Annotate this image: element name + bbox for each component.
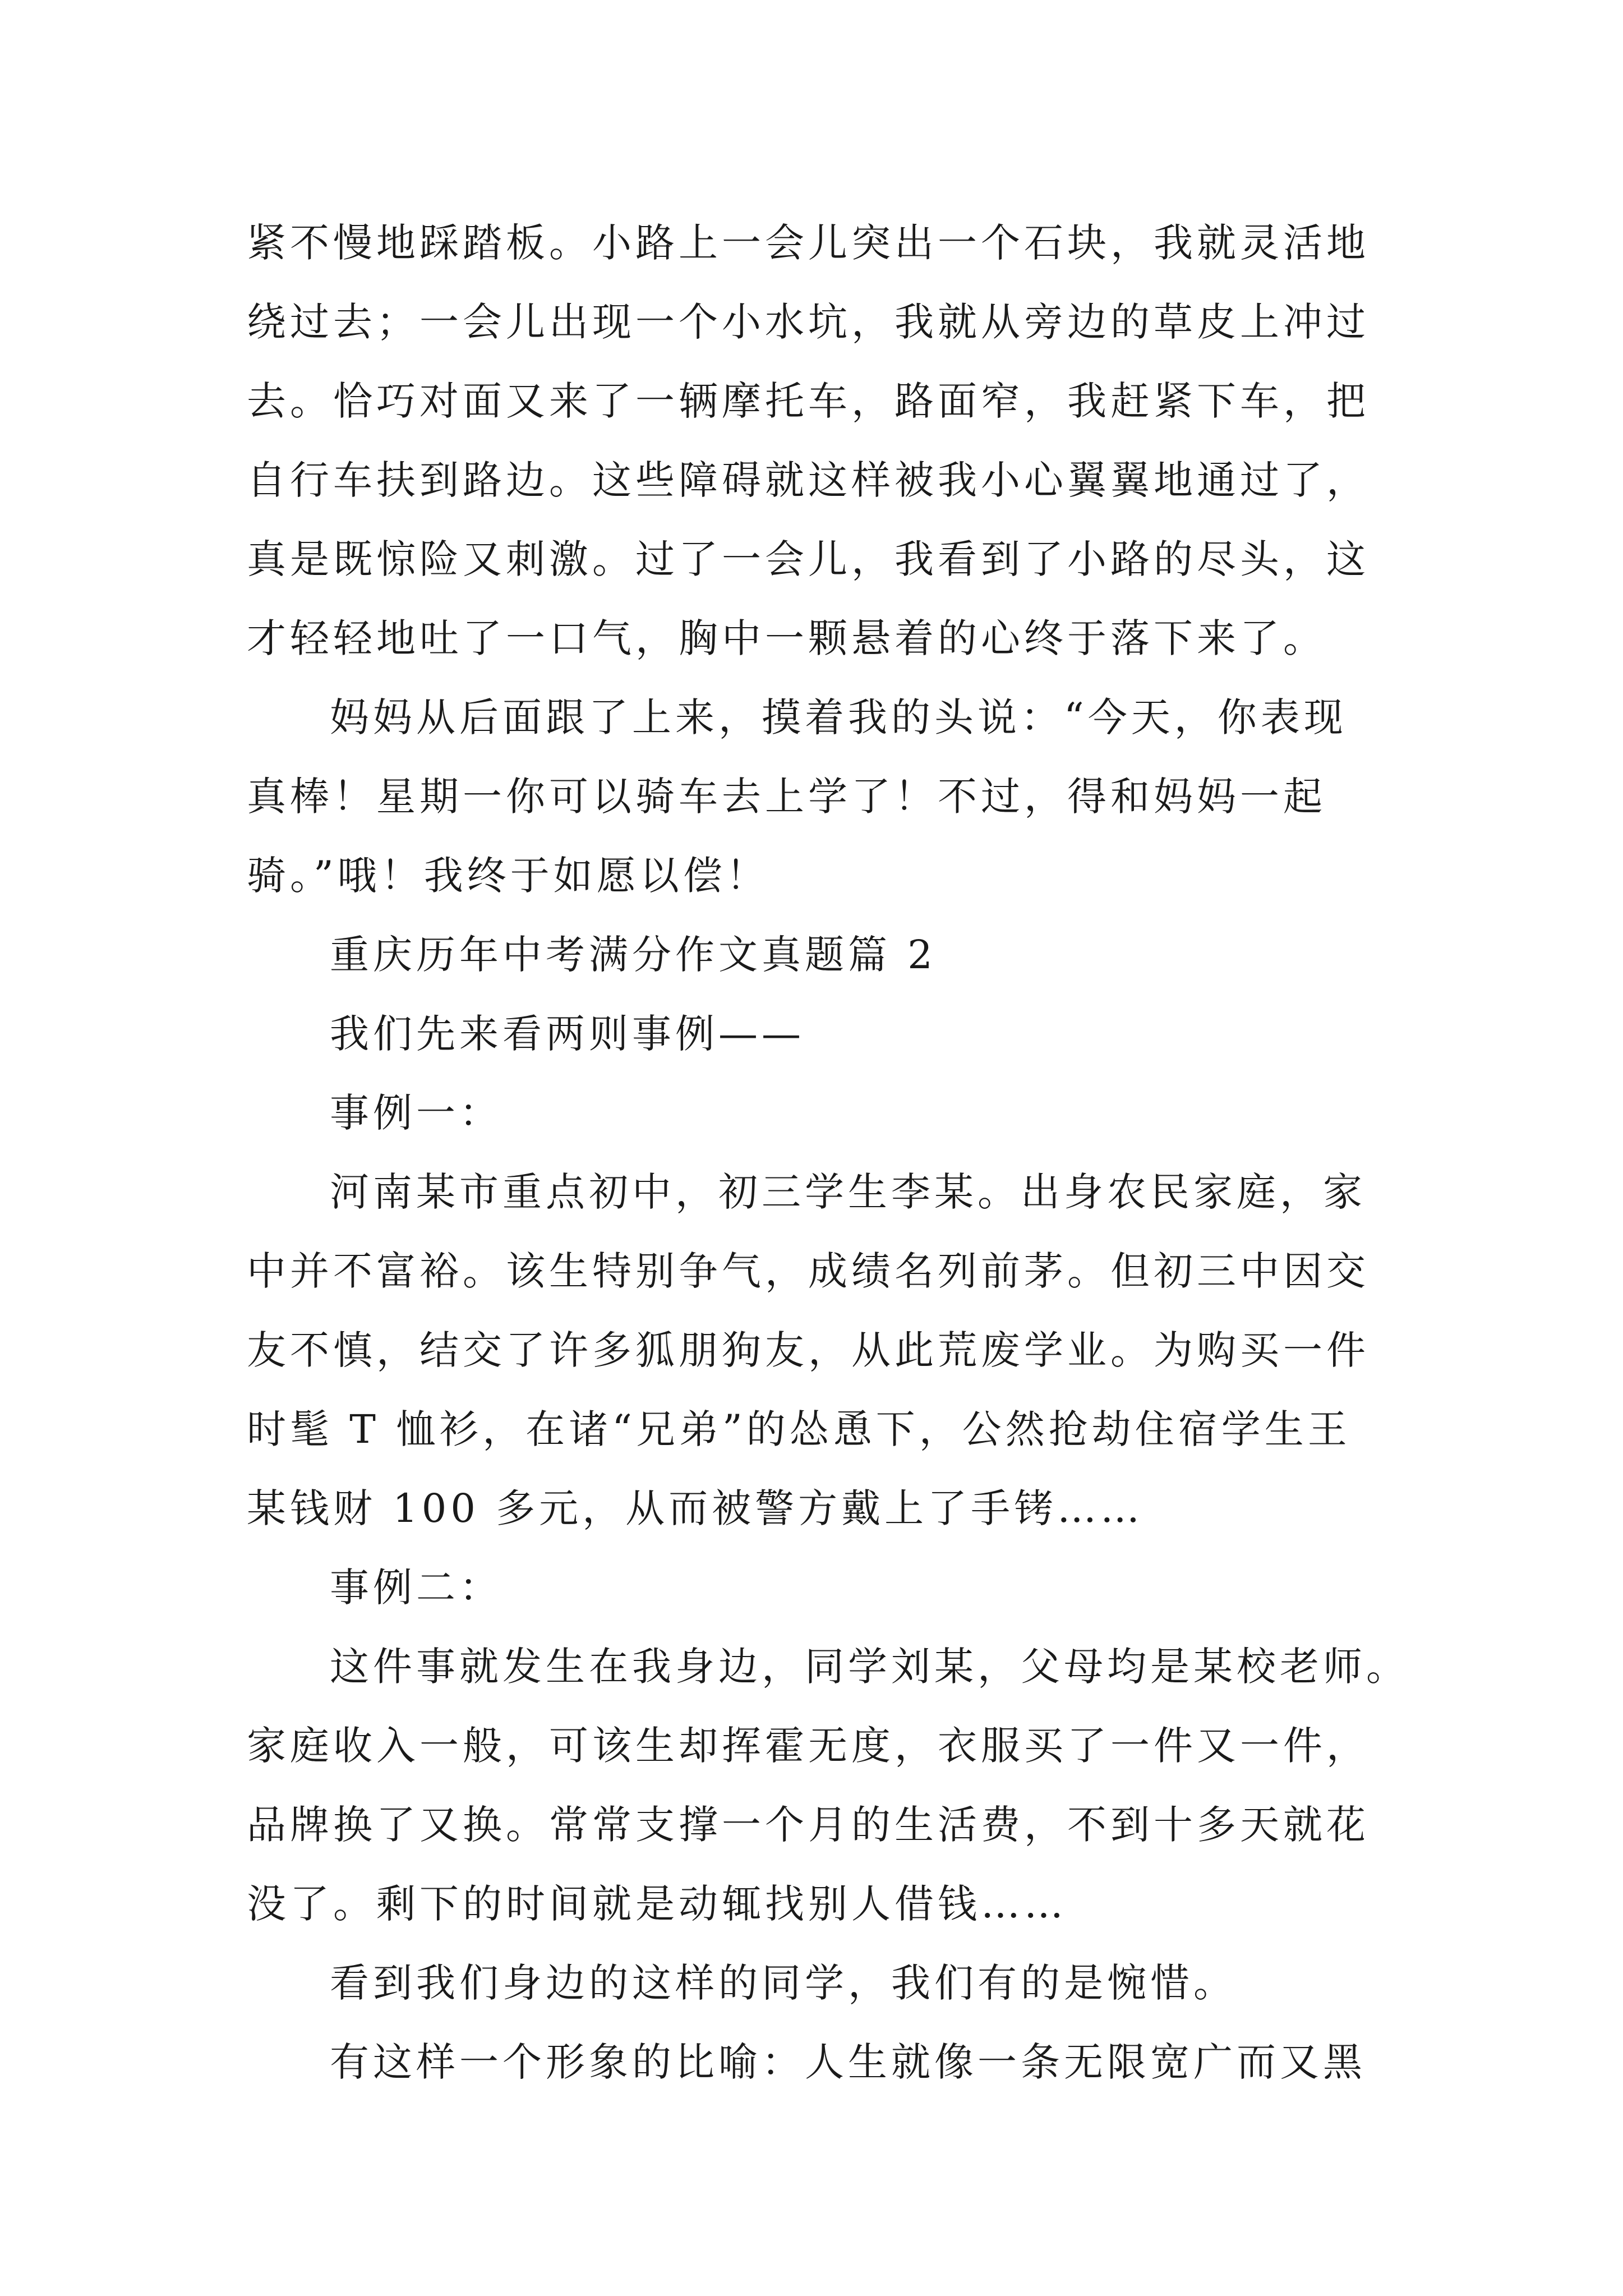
section-heading: 重庆历年中考满分作文真题篇 2 <box>330 932 937 978</box>
text-line: 友不慎，结交了许多狐朋狗友，从此荒废学业。为购买一件 <box>247 1327 1370 1373</box>
text-line: 时髦 T 恤衫，在诸“兄弟”的怂恿下，公然抢劫住宿学生王 <box>247 1406 1351 1452</box>
text-line: 才轻轻地吐了一口气，胸中一颗悬着的心终于落下来了。 <box>247 615 1326 661</box>
text-line: 中并不富裕。该生特别争气，成绩名列前茅。但初三中因交 <box>247 1248 1370 1294</box>
text-line: 自行车扶到路边。这些障碍就这样被我小心翼翼地通过了， <box>247 457 1370 503</box>
paragraph-start-line: 看到我们身边的这样的同学，我们有的是惋惜。 <box>330 1960 1237 2006</box>
text-line: 绕过去；一会儿出现一个小水坑，我就从旁边的草皮上冲过 <box>247 299 1370 345</box>
text-line: 没了。剩下的时间就是动辄找别人借钱…… <box>247 1881 1067 1927</box>
text-line: 真是既惊险又刺激。过了一会儿，我看到了小路的尽头，这 <box>247 536 1370 582</box>
text-line: 骑。”哦！我终于如愿以偿！ <box>247 853 769 899</box>
text-line: 紧不慢地踩踏板。小路上一会儿突出一个石块，我就灵活地 <box>247 220 1370 266</box>
text-line: 去。恰巧对面又来了一辆摩托车，路面窄，我赶紧下车，把 <box>247 378 1370 424</box>
text-line: 品牌换了又换。常常支撑一个月的生活费，不到十多天就花 <box>247 1802 1370 1848</box>
paragraph-start-line: 河南某市重点初中，初三学生李某。出身农民家庭，家 <box>330 1169 1366 1215</box>
text-line: 家庭收入一般，可该生却挥霍无度，衣服买了一件又一件， <box>247 1723 1370 1769</box>
paragraph-start-line: 有这样一个形象的比喻：人生就像一条无限宽广而又黑 <box>330 2039 1366 2085</box>
paragraph-start-line: 妈妈从后面跟了上来，摸着我的头说：“今天，你表现 <box>330 694 1347 740</box>
text-line: 某钱财 100 多元，从而被警方戴上了手铐…… <box>247 1485 1144 1531</box>
example-label: 事例一： <box>330 1090 502 1136</box>
paragraph-start-line: 我们先来看两则事例—— <box>330 1011 805 1057</box>
example-label: 事例二： <box>330 1565 502 1611</box>
paragraph-start-line: 这件事就发生在我身边，同学刘某，父母均是某校老师。 <box>330 1644 1409 1690</box>
text-line: 真棒！星期一你可以骑车去上学了！不过，得和妈妈一起 <box>247 774 1326 820</box>
